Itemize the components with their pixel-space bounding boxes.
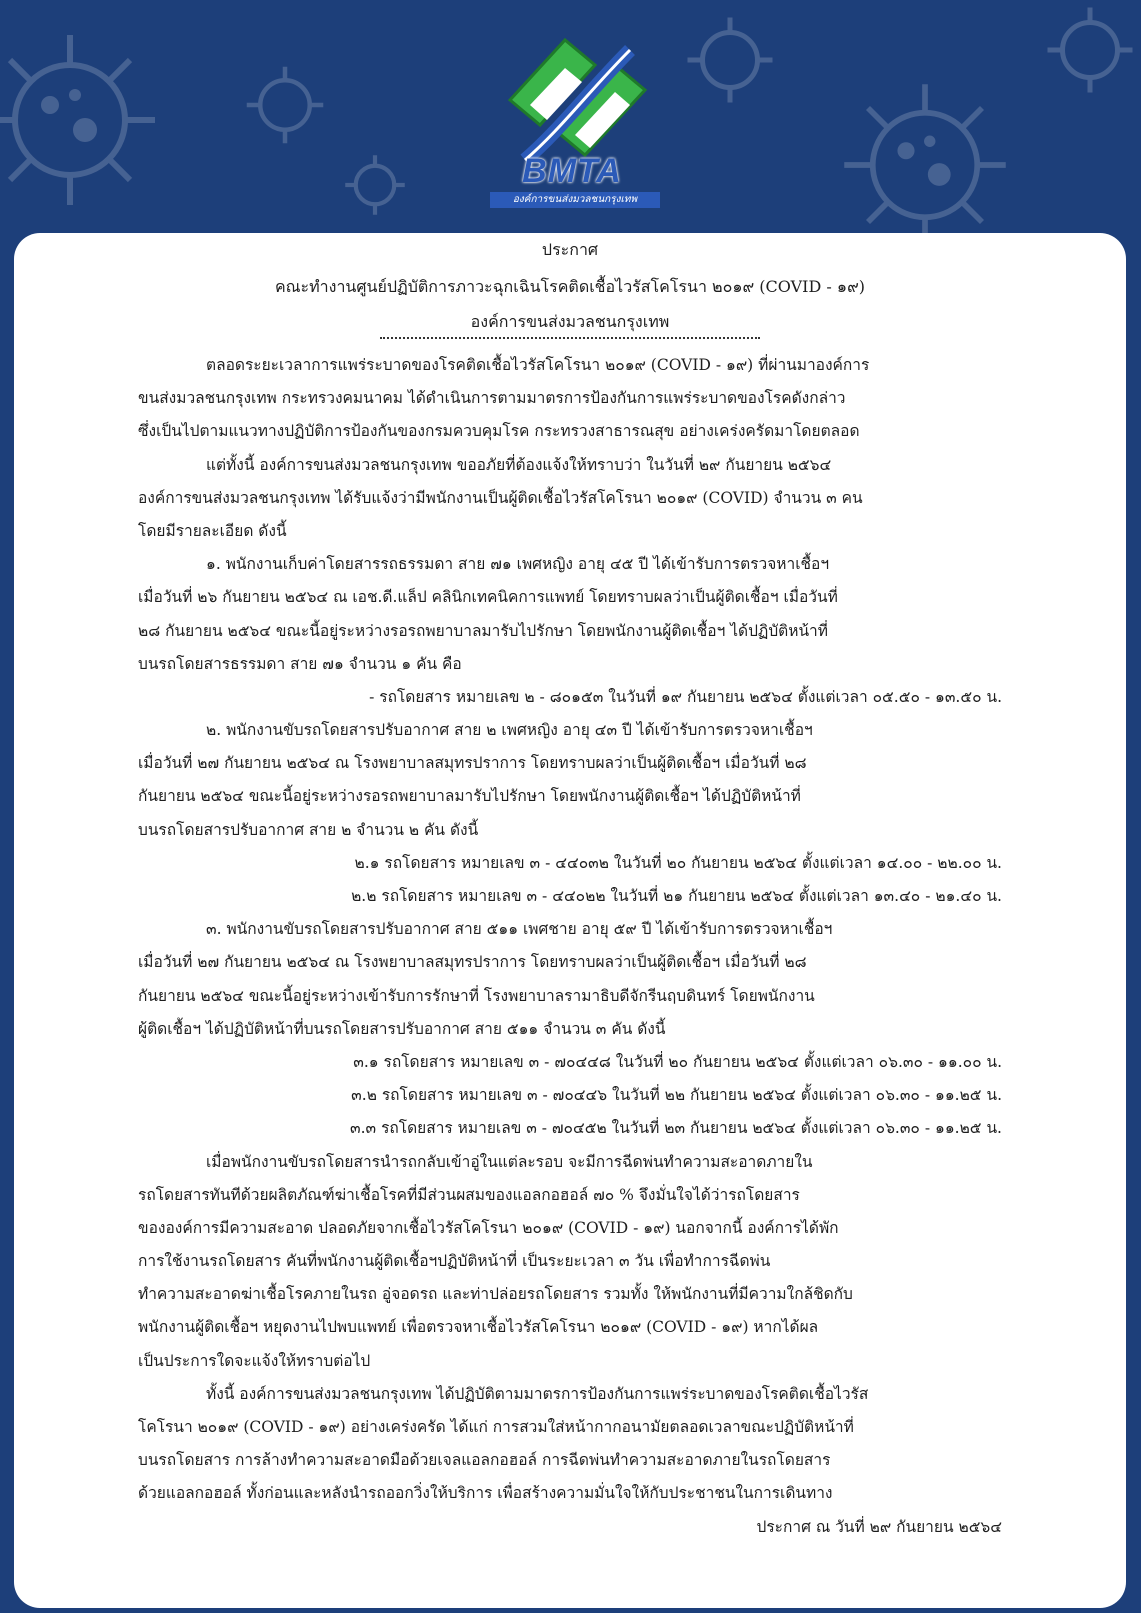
case-item-2	[138, 714, 1002, 913]
text-line: การใช้งานรถโดยสาร คันที่พนักงานผู้ติดเชื้อฯปฏิบัติหน้าที่ เป็นระยะเวลา ๓ วัน เพื่อทำการฉีดพ่น	[138, 1252, 771, 1271]
announce-label: ประกาศ	[541, 240, 599, 259]
text-line: ๓. พนักงานขับรถโดยสารปรับอากาศ สาย ๕๑๑ เพศชาย อายุ ๕๙ ปี ได้เข้ารับการตรวจหาเชื้อฯ	[206, 920, 833, 939]
text-line: เมื่อวันที่ ๒๗ กันยายน ๒๕๖๔ ณ โรงพยาบาลสมุทรปราการ โดยทราบผลว่าเป็นผู้ติดเชื้อฯ เมื่อวันที่ ๒๘	[138, 754, 807, 773]
case-item-3	[138, 913, 1002, 1145]
virus-pattern-small-3	[1040, 0, 1140, 100]
text-line: ขนส่งมวลชนกรุงเทพ กระทรวงคมนาคม ได้ดำเนินการตามมาตรการป้องกันการแพร่ระบาดของโรคดังกล่าว	[138, 389, 846, 408]
text-line: เป็นประการใดจะแจ้งให้ทราบต่อไป	[138, 1351, 371, 1370]
paragraph-measures	[138, 1378, 1002, 1511]
bus-entry: ๓.๓ รถโดยสาร หมายเลข ๓ - ๗๐๔๕๒ ในวันที่ ๒๓ กันยายน ๒๕๖๔ ตั้งแต่เวลา ๐๖.๓๐ - ๑๑.๒๕ น.	[350, 1119, 1002, 1138]
virus-pattern-small-1	[240, 60, 330, 150]
text-line: ทั้งนี้ องค์การขนส่งมวลชนกรุงเทพ ได้ปฏิบัติตามมาตรการป้องกันการแพร่ระบาดของโรคติดเชื้อไวรัส	[206, 1384, 869, 1403]
text-line: ตลอดระยะเวลาการแพร่ระบาดของโรคติดเชื้อไวรัสโคโรนา ๒๐๑๙ (COVID - ๑๙) ที่ผ่านมาองค์การ	[206, 356, 870, 374]
text-line: ผู้ติดเชื้อฯ ได้ปฏิบัติหน้าที่บนรถโดยสารปรับอากาศ สาย ๕๑๑ จำนวน ๓ คัน ดังนี้	[138, 1019, 666, 1038]
text-line: ๒. พนักงานขับรถโดยสารปรับอากาศ สาย ๒ เพศหญิง อายุ ๔๓ ปี ได้เข้ารับการตรวจหาเชื้อฯ	[206, 721, 813, 740]
text-line: กันยายน ๒๕๖๔ ขณะนี้อยู่ระหว่างเข้ารับการรักษาที่ โรงพยาบาลรามาธิบดีจักรีนฤบดินทร์ โดยพนักงาน	[138, 986, 815, 1005]
text-line: ๑. พนักงานเก็บค่าโดยสารรถธรรมดา สาย ๗๑ เพศหญิง อายุ ๔๕ ปี ได้เข้ารับการตรวจหาเชื้อฯ	[206, 555, 830, 574]
virus-pattern-small-4	[340, 150, 410, 220]
committee-title: คณะทำงานศูนย์ปฏิบัติการภาวะฉุกเฉินโรคติดเชื้อไวรัสโคโรนา ๒๐๑๙ (COVID - ๑๙)	[274, 277, 866, 296]
bus-entry: ๓.๒ รถโดยสาร หมายเลข ๓ - ๗๐๔๔๖ ในวันที่ ๒๒ กันยายน ๒๕๖๔ ตั้งแต่เวลา ๐๖.๓๐ - ๑๑.๒๕ น.	[351, 1086, 1002, 1105]
text-line: รถโดยสารทันทีด้วยผลิตภัณฑ์ฆ่าเชื้อโรคที่มีส่วนผสมของแอลกอฮอล์ ๗๐ % จึงมั่นใจได้ว่ารถโดยสาร	[138, 1185, 800, 1204]
text-line: ขององค์การมีความสะอาด ปลอดภัยจากเชื้อไวรัสโคโรนา ๒๐๑๙ (COVID - ๑๙) นอกจากนี้ องค์การได้พัก	[138, 1218, 839, 1237]
virus-pattern-left	[0, 20, 170, 220]
virus-pattern-right	[830, 70, 1020, 260]
text-line: แต่ทั้งนี้ องค์การขนส่งมวลชนกรุงเทพ ขออภัยที่ต้องแจ้งให้ทราบว่า ในวันที่ ๒๙ กันยายน ๒๕๖๔	[206, 455, 832, 474]
text-line: ซึ่งเป็นไปตามแนวทางปฏิบัติการป้องกันของกรมควบคุมโรค กระทรวงสาธารณสุข อย่างเคร่งครัดมาโดยตลอด	[138, 422, 860, 441]
text-line: โดยมีรายละเอียด ดังนี้	[138, 521, 287, 540]
paragraph-disinfection	[138, 1146, 1002, 1378]
brand-wordmark: BMTA	[522, 152, 622, 190]
text-line: ทำความสะอาดฆ่าเชื้อโรคภายในรถ อู่จอดรถ และท่าปล่อยรถโดยสาร รวมทั้ง ให้พนักงานที่มีความใกล้ชิดกับ	[138, 1285, 853, 1304]
bus-entry: ๒.๒ รถโดยสาร หมายเลข ๓ - ๔๔๐๒๒ ในวันที่ ๒๑ กันยายน ๒๕๖๔ ตั้งแต่เวลา ๑๓.๔๐ - ๒๑.๔๐ น.	[351, 887, 1002, 905]
text-line: โคโรนา ๒๐๑๙ (COVID - ๑๙) อย่างเคร่งครัด ได้แก่ การสวมใส่หน้ากากอนามัยตลอดเวลาขณะปฏิบัติหน้าที่	[138, 1418, 854, 1436]
text-line: เมื่อพนักงานขับรถโดยสารนำรถกลับเข้าอู่ในแต่ละรอบ จะมีการฉีดพ่นทำความสะอาดภายใน	[206, 1152, 813, 1171]
paragraph-intro	[138, 349, 1002, 449]
text-line: บนรถโดยสารธรรมดา สาย ๗๑ จำนวน ๑ คัน คือ	[138, 654, 462, 673]
text-line: บนรถโดยสาร การล้างทำความสะอาดมือด้วยเจลแอลกอฮอล์ การฉีดพ่นทำความสะอาดภายในรถโดยสาร	[138, 1451, 831, 1470]
announcement-document	[138, 236, 1002, 1544]
text-line: เมื่อวันที่ ๒๖ กันยายน ๒๕๖๔ ณ เอช.ดี.แล็ป คลินิกเทคนิคการแพทย์ โดยทราบผลว่าเป็นผู้ติดเชื้อฯ เมื่อวันที่	[138, 588, 838, 607]
organization-name: องค์การขนส่งมวลชนกรุงเทพ	[470, 312, 670, 331]
text-line: ด้วยแอลกอฮอล์ ทั้งก่อนและหลังนำรถออกวิ่งให้บริการ เพื่อสร้างความมั่นใจให้กับประชาชนในการเดินทาง	[138, 1484, 833, 1503]
case-item-1	[138, 548, 1002, 714]
text-line: กันยายน ๒๕๖๔ ขณะนี้อยู่ระหว่างรอรถพยาบาลมารับไปรักษา โดยพนักงานผู้ติดเชื้อฯ ได้ปฏิบัติหน้าที่	[138, 787, 801, 806]
paragraph-notice	[138, 449, 1002, 549]
virus-pattern-small-2	[680, 10, 780, 110]
text-line: บนรถโดยสารปรับอากาศ สาย ๒ จำนวน ๒ คัน ดังนี้	[138, 820, 479, 839]
signoff-date: ประกาศ ณ วันที่ ๒๙ กันยายน ๒๕๖๔	[756, 1517, 1002, 1536]
bus-entry: ๒.๑ รถโดยสาร หมายเลข ๓ - ๔๔๐๓๒ ในวันที่ ๒๐ กันยายน ๒๕๖๔ ตั้งแต่เวลา ๑๔.๐๐ - ๒๒.๐๐ น.	[354, 853, 1002, 872]
text-line: เมื่อวันที่ ๒๗ กันยายน ๒๕๖๔ ณ โรงพยาบาลสมุทรปราการ โดยทราบผลว่าเป็นผู้ติดเชื้อฯ เมื่อวันที่ ๒๘	[138, 953, 807, 972]
dotted-divider	[380, 337, 760, 349]
text-line: ๒๘ กันยายน ๒๕๖๔ ขณะนี้อยู่ระหว่างรอรถพยาบาลมารับไปรักษา โดยพนักงานผู้ติดเชื้อฯ ได้ปฏิบัติหน้าที่	[138, 621, 828, 640]
text-line: องค์การขนส่งมวลชนกรุงเทพ ได้รับแจ้งว่ามีพนักงานเป็นผู้ติดเชื้อไวรัสโคโรนา ๒๐๑๙ (COVID) จำนวน ๓ คน	[138, 488, 863, 507]
bus-entry: - รถโดยสาร หมายเลข ๒ - ๘๐๑๕๓ ในวันที่ ๑๙ กันยายน ๒๕๖๔ ตั้งแต่เวลา ๐๕.๕๐ - ๑๓.๕๐ น.	[369, 687, 1002, 706]
bus-entry: ๓.๑ รถโดยสาร หมายเลข ๓ - ๗๐๔๔๘ ในวันที่ ๒๐ กันยายน ๒๕๖๔ ตั้งแต่เวลา ๐๖.๓๐ - ๑๑.๐๐ น.	[353, 1052, 1002, 1071]
text-line: พนักงานผู้ติดเชื้อฯ หยุดงานไปพบแพทย์ เพื่อตรวจหาเชื้อไวรัสโคโรนา ๒๐๑๙ (COVID - ๑๙) หากได้ผล	[138, 1318, 819, 1337]
brand-subtitle: องค์การขนส่งมวลชนกรุงเทพ	[490, 192, 660, 208]
